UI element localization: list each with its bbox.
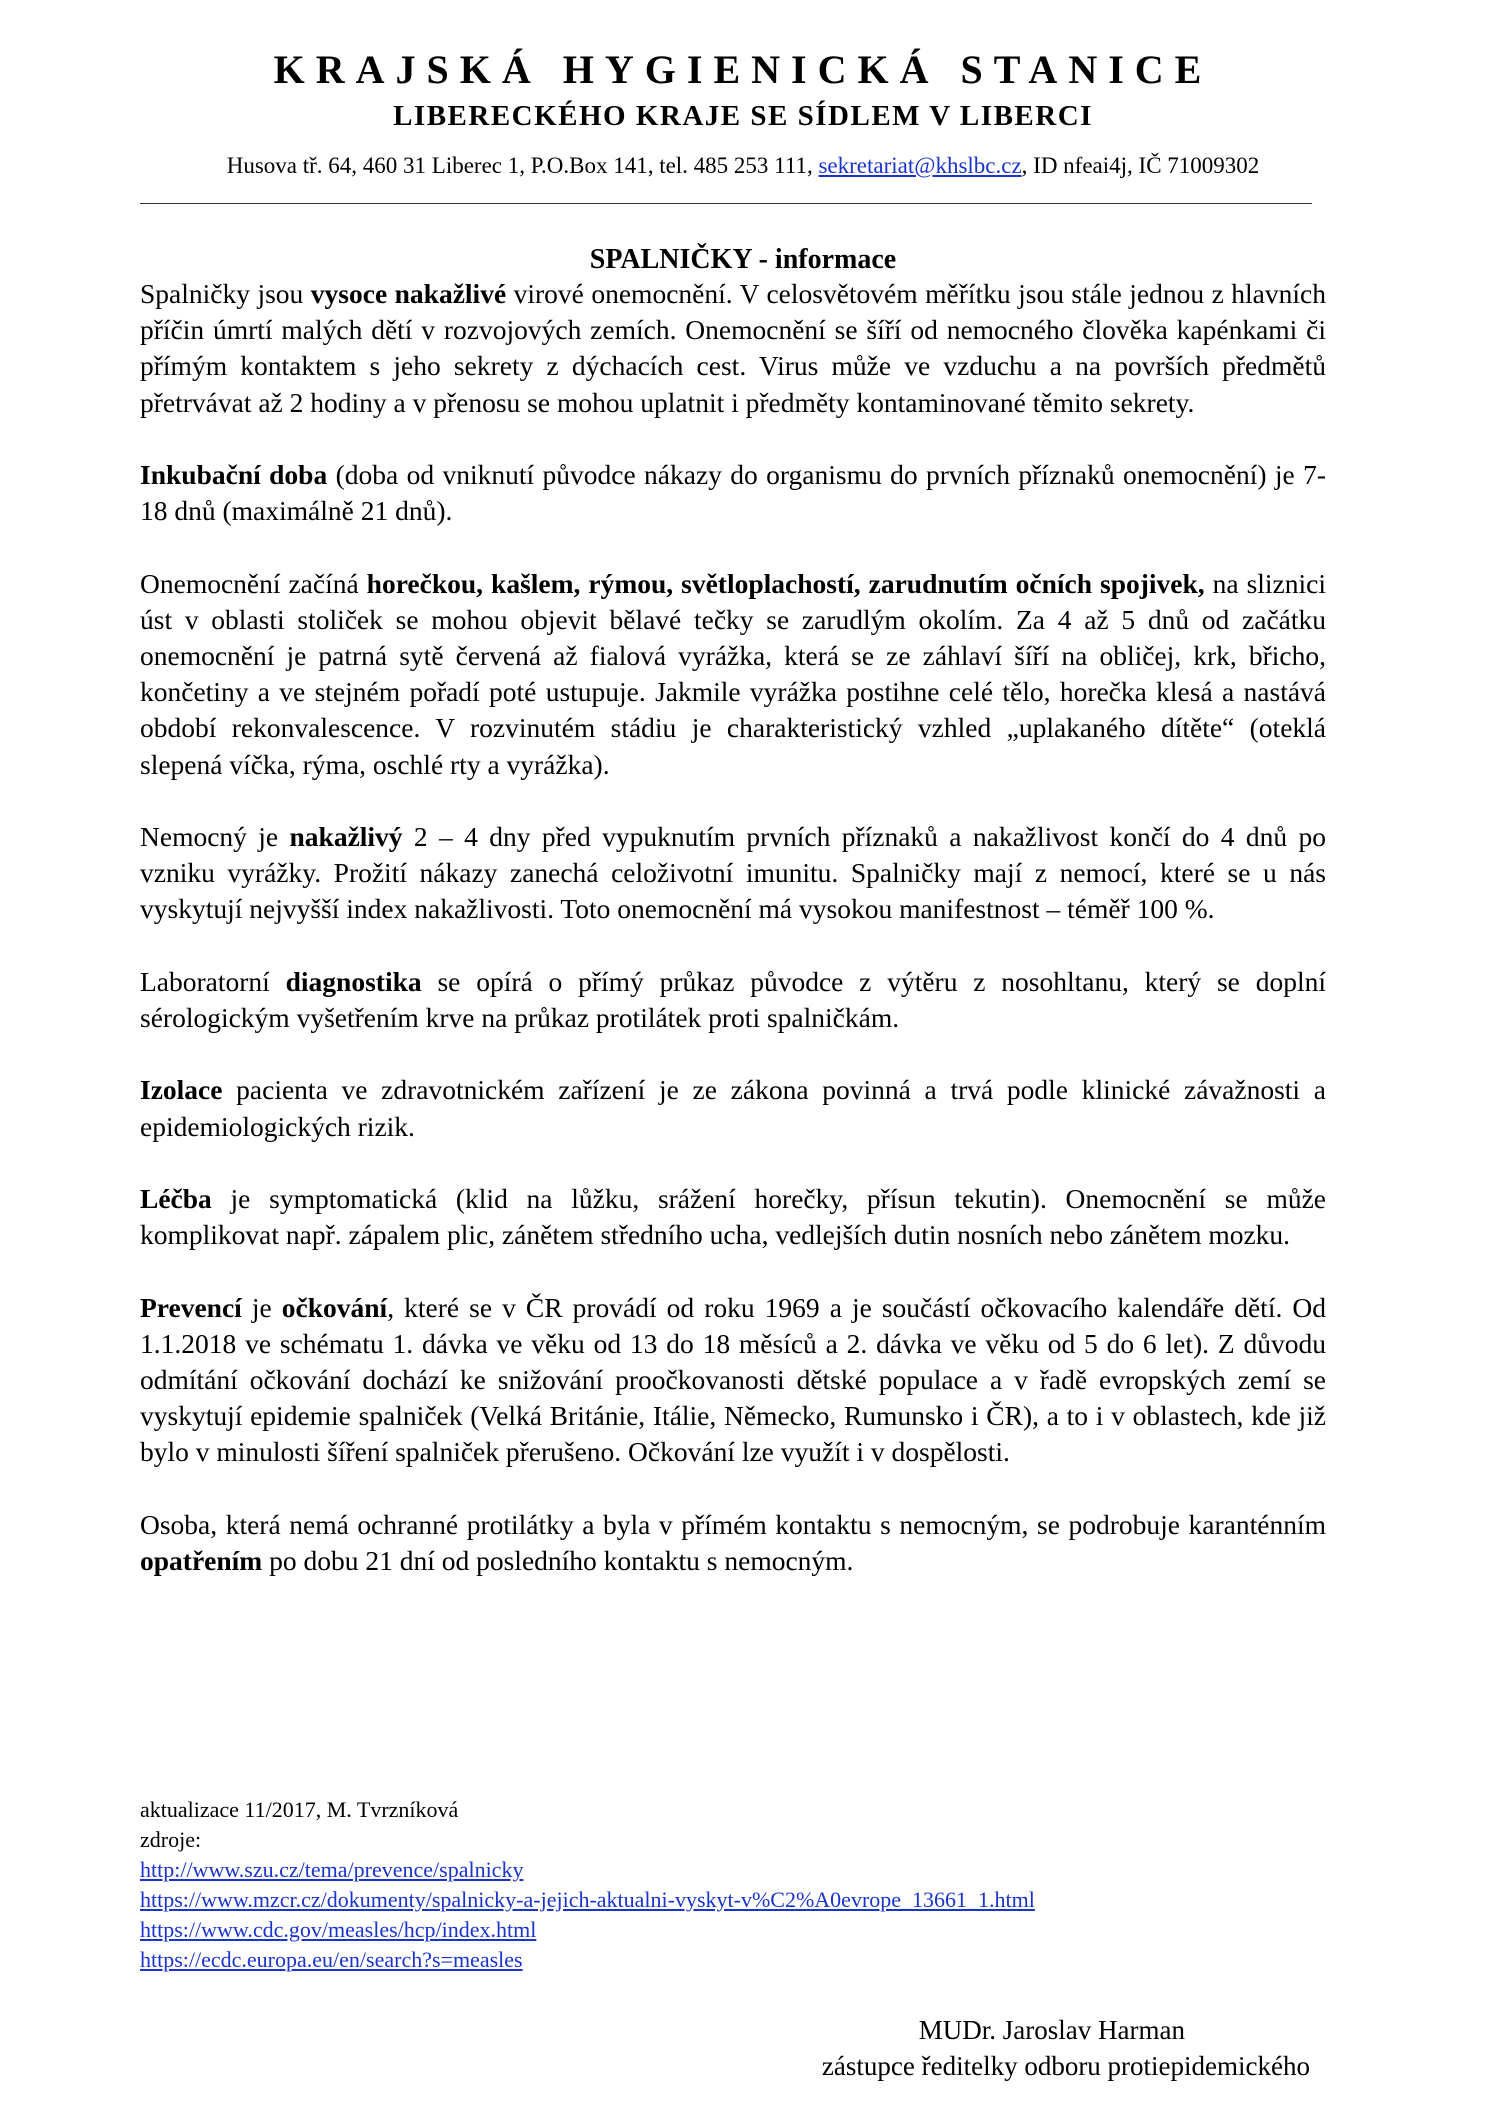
institution-region: LIBERECKÉHO KRAJE SE SÍDLEM V LIBERCI (393, 100, 1093, 132)
bold-text: horečkou, kašlem, rýmou, světloplachostí, zarudnutím očních spojivek, (366, 567, 1205, 599)
text-run: Osoba, která nemá ochranné protilátky a byla v přímém kontaktu s nemocným, se podrobuje karanténním (140, 1508, 1326, 1540)
document-footer (140, 1795, 1035, 1975)
text-run: 2 – 4 dny před vypuknutím prvních příznaků a nakažlivost končí do 4 dnů po vzniku vyrážky. Prožití nákazy zanechá celoživotní imunitu. Spalničky mají z nemocí, které se u nás vyskytují nejvyšší index nakažlivosti. Toto onemocnění má vysokou manifestnost – téměř 100 %. (140, 821, 1326, 925)
paragraph-incubation (140, 457, 1326, 529)
text-run: Onemocnění začíná (140, 567, 367, 599)
signatory-role: zástupce ředitelky odboru protiepidemického (821, 2051, 1310, 2081)
sources-list (140, 1855, 1035, 1975)
bold-text: nakažlivý (289, 821, 403, 852)
signatory-name: MUDr. Jaroslav Harman (918, 2015, 1185, 2045)
paragraph-symptoms (140, 566, 1326, 783)
paragraph-treatment (140, 1181, 1326, 1253)
contact-address: Husova tř. 64, 460 31 Liberec 1, P.O.Box 141, tel. 485 253 111, (226, 153, 819, 178)
email-link[interactable]: sekretariat@khslbc.cz (818, 153, 1022, 178)
text-run: na sliznici úst v oblasti stoliček se mohou objevit bělavé tečky se zarudlým okolím. Za 4 až 5 dnů od začátku onemocnění je patrná sytě červená až fialová vyrážka, která se ze záhlaví šíří na obličej, krk, břicho, končetiny a ve stejném pořadí poté ustupuje. Jakmile vyrážka postihne celé tělo, horečka klesá a nastává období rekonvalescence. V rozvinutém stádiu je charakteristický vzhled „uplakaného dítěte“ (oteklá slepená víčka, rýma, oschlé rty a vyrážka). (140, 567, 1326, 780)
text-run: pacienta ve zdravotnickém zařízení je ze zákona povinná a trvá podle klinické závažnosti a epidemiologických rizik. (140, 1074, 1326, 1142)
bold-text: Léčba (140, 1182, 212, 1214)
bold-text: Izolace (140, 1074, 223, 1106)
paragraph-quarantine (140, 1507, 1326, 1579)
source-link[interactable]: http://www.szu.cz/tema/prevence/spalnicky (140, 1857, 524, 1882)
text-run: se opírá o přímý průkaz původce z výtěru z nosohltanu, který se doplní sérologickým vyšetřením krve na průkaz protilátek proti spalničkám. (140, 965, 1326, 1033)
paragraph-diagnostics (140, 964, 1326, 1036)
source-link[interactable]: https://www.cdc.gov/measles/hcp/index.html (140, 1917, 537, 1942)
text-run: je symptomatická (klid na lůžku, srážení horečky, přísun tekutin). Onemocnění se může komplikovat např. zápalem plic, zánětem středního ucha, vedlejších dutin nosních nebo zánětem mozku. (140, 1182, 1326, 1251)
paragraph-contagiousness (140, 819, 1326, 928)
update-note: aktualizace 11/2017, M. Tvrzníková (140, 1797, 459, 1822)
source-link[interactable]: https://ecdc.europa.eu/en/search?s=measles (140, 1947, 523, 1972)
text-run: po dobu 21 dní od posledního kontaktu s nemocným. (262, 1544, 854, 1576)
bold-text: očkování (281, 1291, 388, 1323)
bold-text: diagnostika (285, 965, 422, 997)
bold-text: Inkubační doba (140, 459, 328, 490)
bold-text: opatřením (140, 1544, 263, 1576)
bold-text: vysoce nakažlivé (310, 278, 507, 309)
sources-label: zdroje: (140, 1827, 202, 1852)
text-run: je (241, 1291, 282, 1323)
paragraph-prevention (140, 1290, 1326, 1471)
bold-text: Prevencí (140, 1291, 242, 1323)
paragraph-intro (140, 276, 1326, 421)
text-run: virové onemocnění. V celosvětovém měřítku jsou stále jednou z hlavních příčin úmrtí malých dětí v rozvojových zemích. Onemocnění se šíří od nemocného člověka kapénkami či přímým kontaktem s jeho sekrety z dýchacích cest. Virus může ve vzduchu a na površích předmětů přetrvávat až 2 hodiny a v přenosu se mohou uplatnit i předměty kontaminované těmito sekrety. (140, 278, 1326, 418)
text-run: Laboratorní (140, 965, 286, 997)
document-body (140, 276, 1326, 1615)
contact-line (0, 153, 1486, 179)
text-run: Spalničky jsou (140, 278, 311, 309)
text-run: , které se v ČR provádí od roku 1969 a je součástí očkovacího kalendáře dětí. Od 1.1.2018 ve schématu 1. dávka ve věku od 13 do 18 měsíců a 2. dávka ve věku od 5 do 6 let). Z důvodu odmítání očkování dochází ke snižování proočkovanosti dětské populace a v řadě evropských zemí se vyskytují epidemie spalniček (Velká Británie, Itálie, Německo, Rumunsko i ČR), a to i v oblastech, kde již bylo v minulosti šíření spalniček přerušeno. Očkování lze využít i v dospělosti. (140, 1291, 1326, 1468)
contact-ids: , ID nfeai4j, IČ 71009302 (1021, 153, 1260, 178)
source-link[interactable]: https://www.mzcr.cz/dokumenty/spalnicky-a-jejich-aktualni-vyskyt-v%C2%A0evrope_13661_1.html (140, 1887, 1035, 1912)
document-title: SPALNIČKY - informace (589, 244, 897, 275)
header-divider (140, 203, 1312, 204)
signature-block (0, 2012, 1310, 2084)
institution-name: KRAJSKÁ HYGIENICKÁ STANICE (273, 47, 1213, 92)
text-run: (doba od vniknutí původce nákazy do organismu do prvních příznaků onemocnění) je 7-18 dnů (maximálně 21 dnů). (140, 459, 1327, 527)
text-run: Nemocný je (140, 821, 290, 852)
paragraph-isolation (140, 1072, 1326, 1144)
